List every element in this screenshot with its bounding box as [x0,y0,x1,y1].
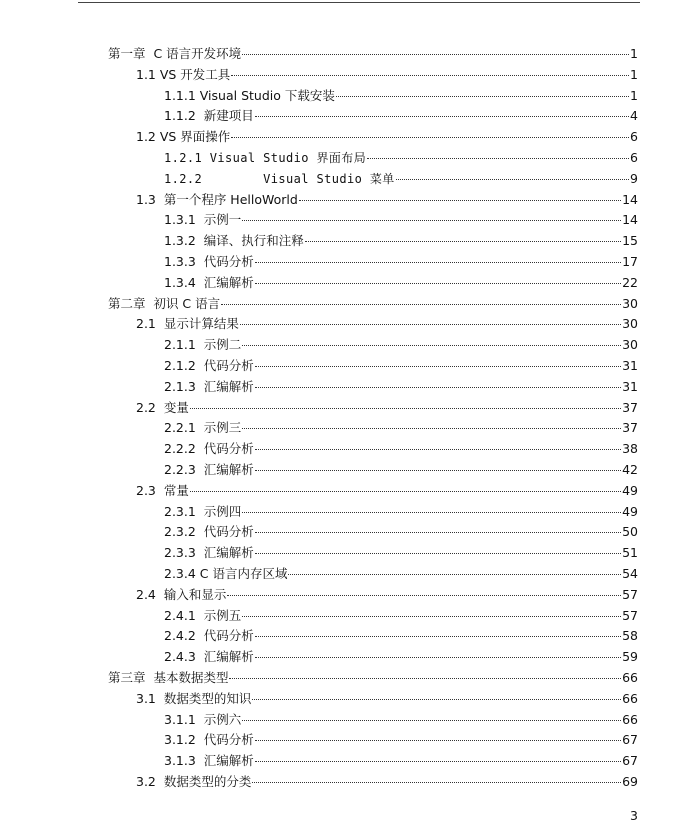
toc-entry-title: 1.2.1 Visual Studio 界面布局 [164,151,367,165]
toc-dot-leader [255,262,621,263]
toc-entry[interactable] [164,210,638,230]
toc-dot-leader [396,179,629,180]
toc-entry-title: 2.4 输入和显示 [136,586,227,602]
toc-dot-leader [252,782,621,783]
page-number: 3 [630,808,638,823]
toc-entry[interactable] [164,439,638,459]
toc-entry-page: 67 [622,732,638,748]
toc-dot-leader [255,657,621,658]
toc-entry[interactable] [136,398,638,418]
toc-entry-page: 1 [630,46,638,61]
toc-dot-leader [305,241,621,242]
toc-entry[interactable] [136,585,638,605]
toc-entry-title: 1.1 VS 开发工具 [136,66,231,82]
toc-entry-page: 1 [630,66,638,82]
toc-entry[interactable] [164,710,638,730]
toc-entry-page: 49 [622,482,638,498]
toc-entry-title: 3.1.1 示例六 [164,711,242,727]
toc-entry[interactable] [136,190,638,210]
toc-entry-page: 51 [622,545,638,561]
toc-entry-title: 2.4.3 汇编解析 [164,649,254,665]
toc-dot-leader [255,366,621,367]
toc-entry[interactable] [164,86,638,106]
toc-entry-page: 57 [622,586,638,602]
toc-dot-leader [242,720,621,721]
toc-dot-leader [242,345,621,346]
toc-entry[interactable] [164,606,638,626]
toc-entry-title: 2.3.2 代码分析 [164,524,254,540]
toc-entry-page: 31 [622,378,638,394]
toc-entry-title: 第一章 C 语言开发环境 [108,46,242,61]
toc-entry-page: 15 [622,233,638,249]
toc-entry[interactable] [136,689,638,709]
toc-entry-title: 1.3 第一个程序 HelloWorld [136,191,298,207]
toc-entry-page: 58 [622,628,638,644]
toc-dot-leader [242,220,621,221]
toc-entry-title: 1.3.2 编译、执行和注释 [164,233,304,249]
toc-entry-title: 2.1.1 示例二 [164,337,242,353]
toc-dot-leader [242,54,629,55]
toc-dot-leader [255,532,621,533]
toc-entry-page: 66 [622,711,638,727]
toc-dot-leader [242,512,621,513]
toc-entry[interactable] [164,148,638,168]
toc-entry-title: 1.3.4 汇编解析 [164,274,254,290]
toc-entry-page: 57 [622,607,638,623]
toc-entry[interactable] [164,564,638,584]
toc-entry-title: 2.1 显示计算结果 [136,316,239,332]
toc-dot-leader [255,387,621,388]
toc-entry-title: 1.2.2 Visual Studio 菜单 [164,171,395,186]
toc-entry[interactable] [164,252,638,272]
toc-dot-leader [242,616,621,617]
toc-entry[interactable] [164,377,638,397]
toc-entry-title: 3.2 数据类型的分类 [136,774,252,789]
toc-entry-title: 1.1.2 新建项目 [164,108,254,124]
toc-entry-page: 6 [630,150,638,165]
toc-entry-title: 3.1.3 汇编解析 [164,753,254,769]
toc-dot-leader [255,470,621,471]
toc-entry-title: 1.1.1 Visual Studio 下载安装 [164,87,335,103]
toc-entry-title: 2.2.2 代码分析 [164,441,254,457]
toc-entry-page: 9 [630,170,638,186]
toc-dot-leader [190,408,621,409]
toc-dot-leader [255,740,621,741]
toc-dot-leader [288,574,621,575]
toc-dot-leader [255,283,621,284]
toc-dot-leader [231,75,629,76]
toc-entry-page: 66 [622,670,638,685]
toc-entry-page: 17 [622,254,638,269]
toc-entry-page: 59 [622,649,638,665]
toc-entry-title: 2.1.3 汇编解析 [164,378,254,394]
toc-entry-page: 38 [622,441,638,457]
toc-dot-leader [240,324,621,325]
toc-entry-title: 第三章 基本数据类型 [108,670,229,685]
toc-entry-title: 3.1 数据类型的知识 [136,690,252,706]
toc-entry-title: 2.3.1 示例四 [164,503,242,519]
toc-entry[interactable] [164,751,638,771]
toc-entry-page: 42 [622,462,638,477]
toc-entry[interactable] [108,294,638,314]
toc-entry[interactable] [164,543,638,563]
toc-entry-title: 2.2.3 汇编解析 [164,462,254,477]
toc-entry-page: 31 [622,358,638,373]
toc-dot-leader [252,699,621,700]
toc-entry-title: 1.2 VS 界面操作 [136,129,231,145]
toc-entry-page: 37 [622,399,638,415]
toc-entry-page: 4 [630,108,638,124]
toc-entry-title: 1.3.1 示例一 [164,212,242,228]
toc-dot-leader [255,449,621,450]
toc-entry-page: 14 [622,191,638,207]
toc-entry-page: 50 [622,524,638,540]
toc-entry-page: 69 [622,774,638,789]
toc-entry[interactable] [164,502,638,522]
toc-entry[interactable] [136,65,638,85]
toc-entry-page: 1 [630,87,638,103]
toc-entry-page: 30 [622,295,638,311]
toc-entry[interactable] [164,418,638,438]
toc-entry[interactable] [164,273,638,293]
toc-entry-title: 第二章 初识 C 语言 [108,295,221,311]
toc-entry-page: 54 [622,566,638,581]
toc-entry-page: 37 [622,420,638,436]
toc-entry[interactable] [136,314,638,334]
toc-entry-title: 1.3.3 代码分析 [164,254,254,269]
toc-dot-leader [367,158,629,159]
toc-entry[interactable] [136,772,638,792]
toc-entry[interactable] [164,231,638,251]
toc-dot-leader [229,678,621,679]
toc-dot-leader [255,553,621,554]
toc-entry[interactable] [164,356,638,376]
toc-entry[interactable] [164,460,638,480]
toc-entry-page: 6 [630,129,638,145]
toc-entry-page: 30 [622,316,638,332]
toc-dot-leader [221,304,621,305]
toc-entry-page: 14 [622,212,638,228]
toc-entry[interactable] [164,647,638,667]
toc-entry-title: 2.1.2 代码分析 [164,358,254,373]
toc-entry-title: 2.4.2 代码分析 [164,628,254,644]
toc-dot-leader [299,200,621,201]
toc-entry-page: 22 [622,274,638,290]
toc-entry-title: 2.3.3 汇编解析 [164,545,254,561]
toc-entry-title: 2.2 变量 [136,399,189,415]
toc-entry[interactable] [164,169,638,189]
header-rule [78,2,640,3]
toc-entry[interactable] [108,668,638,688]
toc-entry[interactable] [164,106,638,126]
toc-dot-leader [190,491,621,492]
toc-entry-title: 2.3 常量 [136,482,189,498]
toc-entry-title: 3.1.2 代码分析 [164,732,254,748]
toc-entry-page: 67 [622,753,638,769]
toc-entry-title: 2.4.1 示例五 [164,607,242,623]
toc-dot-leader [255,761,621,762]
toc-entry[interactable] [108,44,638,64]
toc-entry[interactable] [164,626,638,646]
toc-entry-title: 2.2.1 示例三 [164,420,242,436]
toc-entry[interactable] [136,127,638,147]
toc-entry-page: 30 [622,337,638,353]
toc-entry-page: 49 [622,503,638,519]
toc-entry-page: 66 [622,690,638,706]
toc-dot-leader [255,636,621,637]
toc-entry[interactable] [136,481,638,501]
toc-dot-leader [336,96,629,97]
toc-dot-leader [242,428,621,429]
toc-entry[interactable] [164,335,638,355]
toc-dot-leader [231,137,629,138]
toc-entry[interactable] [164,730,638,750]
toc-entry[interactable] [164,522,638,542]
toc-dot-leader [255,116,629,117]
toc-entry-title: 2.3.4 C 语言内存区域 [164,566,288,581]
toc-dot-leader [227,595,621,596]
